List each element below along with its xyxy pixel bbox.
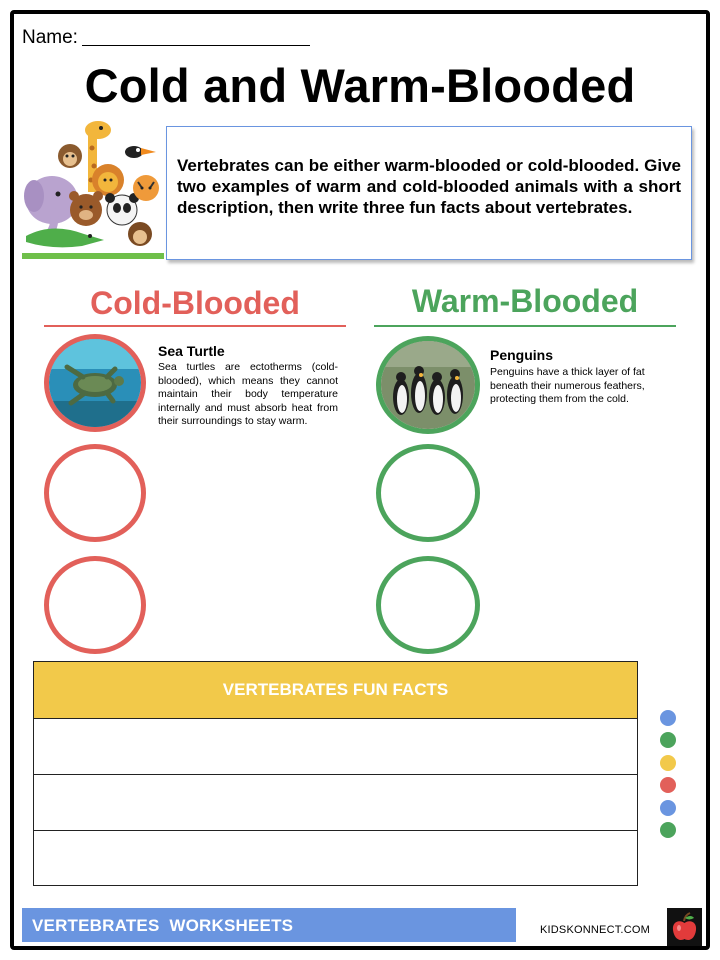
decorative-dot: [660, 800, 676, 816]
footer-bar: [22, 908, 516, 942]
fun-fact-row-2[interactable]: [34, 775, 637, 831]
logo-box: [667, 908, 702, 946]
penguins-name: Penguins: [490, 347, 554, 363]
warm-blooded-divider: [374, 325, 676, 327]
sea-turtle-description: Sea turtles are ectotherms (cold-blooded), which means they cannot maintain their body temperature internally and must absorb heat from their surroundings to stay warm.: [158, 361, 338, 427]
cold-blooded-blank-circle-2[interactable]: [44, 556, 146, 654]
sea-turtle-photo-circle: [44, 334, 146, 432]
decorative-dot: [660, 777, 676, 793]
name-blank-line[interactable]: [82, 45, 310, 46]
warm-blooded-blank-circle-2[interactable]: [376, 556, 480, 654]
name-label: Name:: [22, 27, 78, 48]
penguins-photo: [381, 341, 475, 429]
penguins-description: Penguins have a thick layer of fat beneath their numerous feathers, protecting them from the cold.: [490, 366, 645, 405]
cold-blooded-heading: Cold-Blooded: [90, 285, 300, 321]
fun-fact-row-3[interactable]: [34, 831, 637, 886]
decorative-dot: [660, 755, 676, 771]
instructions-box: [166, 126, 692, 260]
warm-blooded-heading: Warm-Blooded: [411, 283, 639, 319]
decorative-dot: [660, 822, 676, 838]
sea-turtle-photo: [49, 339, 141, 427]
name-field: [22, 27, 310, 49]
fun-fact-row-1[interactable]: [34, 719, 637, 775]
page-title: Cold and Warm-Blooded: [84, 59, 636, 112]
cartoon-animals-illustration: [22, 118, 164, 260]
cold-blooded-blank-circle-1[interactable]: [44, 444, 146, 542]
warm-blooded-blank-circle-1[interactable]: [376, 444, 480, 542]
fun-facts-table: [33, 661, 638, 886]
cold-blooded-divider: [44, 325, 346, 327]
apple-icon: [667, 908, 702, 946]
sea-turtle-name: Sea Turtle: [158, 343, 225, 359]
penguins-photo-circle: [376, 336, 480, 434]
site-name: KIDSKONNECT.COM: [540, 924, 650, 936]
fun-facts-header: VERTEBRATES FUN FACTS: [34, 662, 637, 719]
decorative-dot: [660, 732, 676, 748]
instructions-text: Vertebrates can be either warm-blooded or cold-blooded. Give two examples of warm and cold-blooded animals with a short description, then write three fun facts about vertebrates.: [177, 156, 681, 217]
footer-label: VERTEBRATES WORKSHEETS: [32, 916, 294, 935]
decorative-dot: [660, 710, 676, 726]
